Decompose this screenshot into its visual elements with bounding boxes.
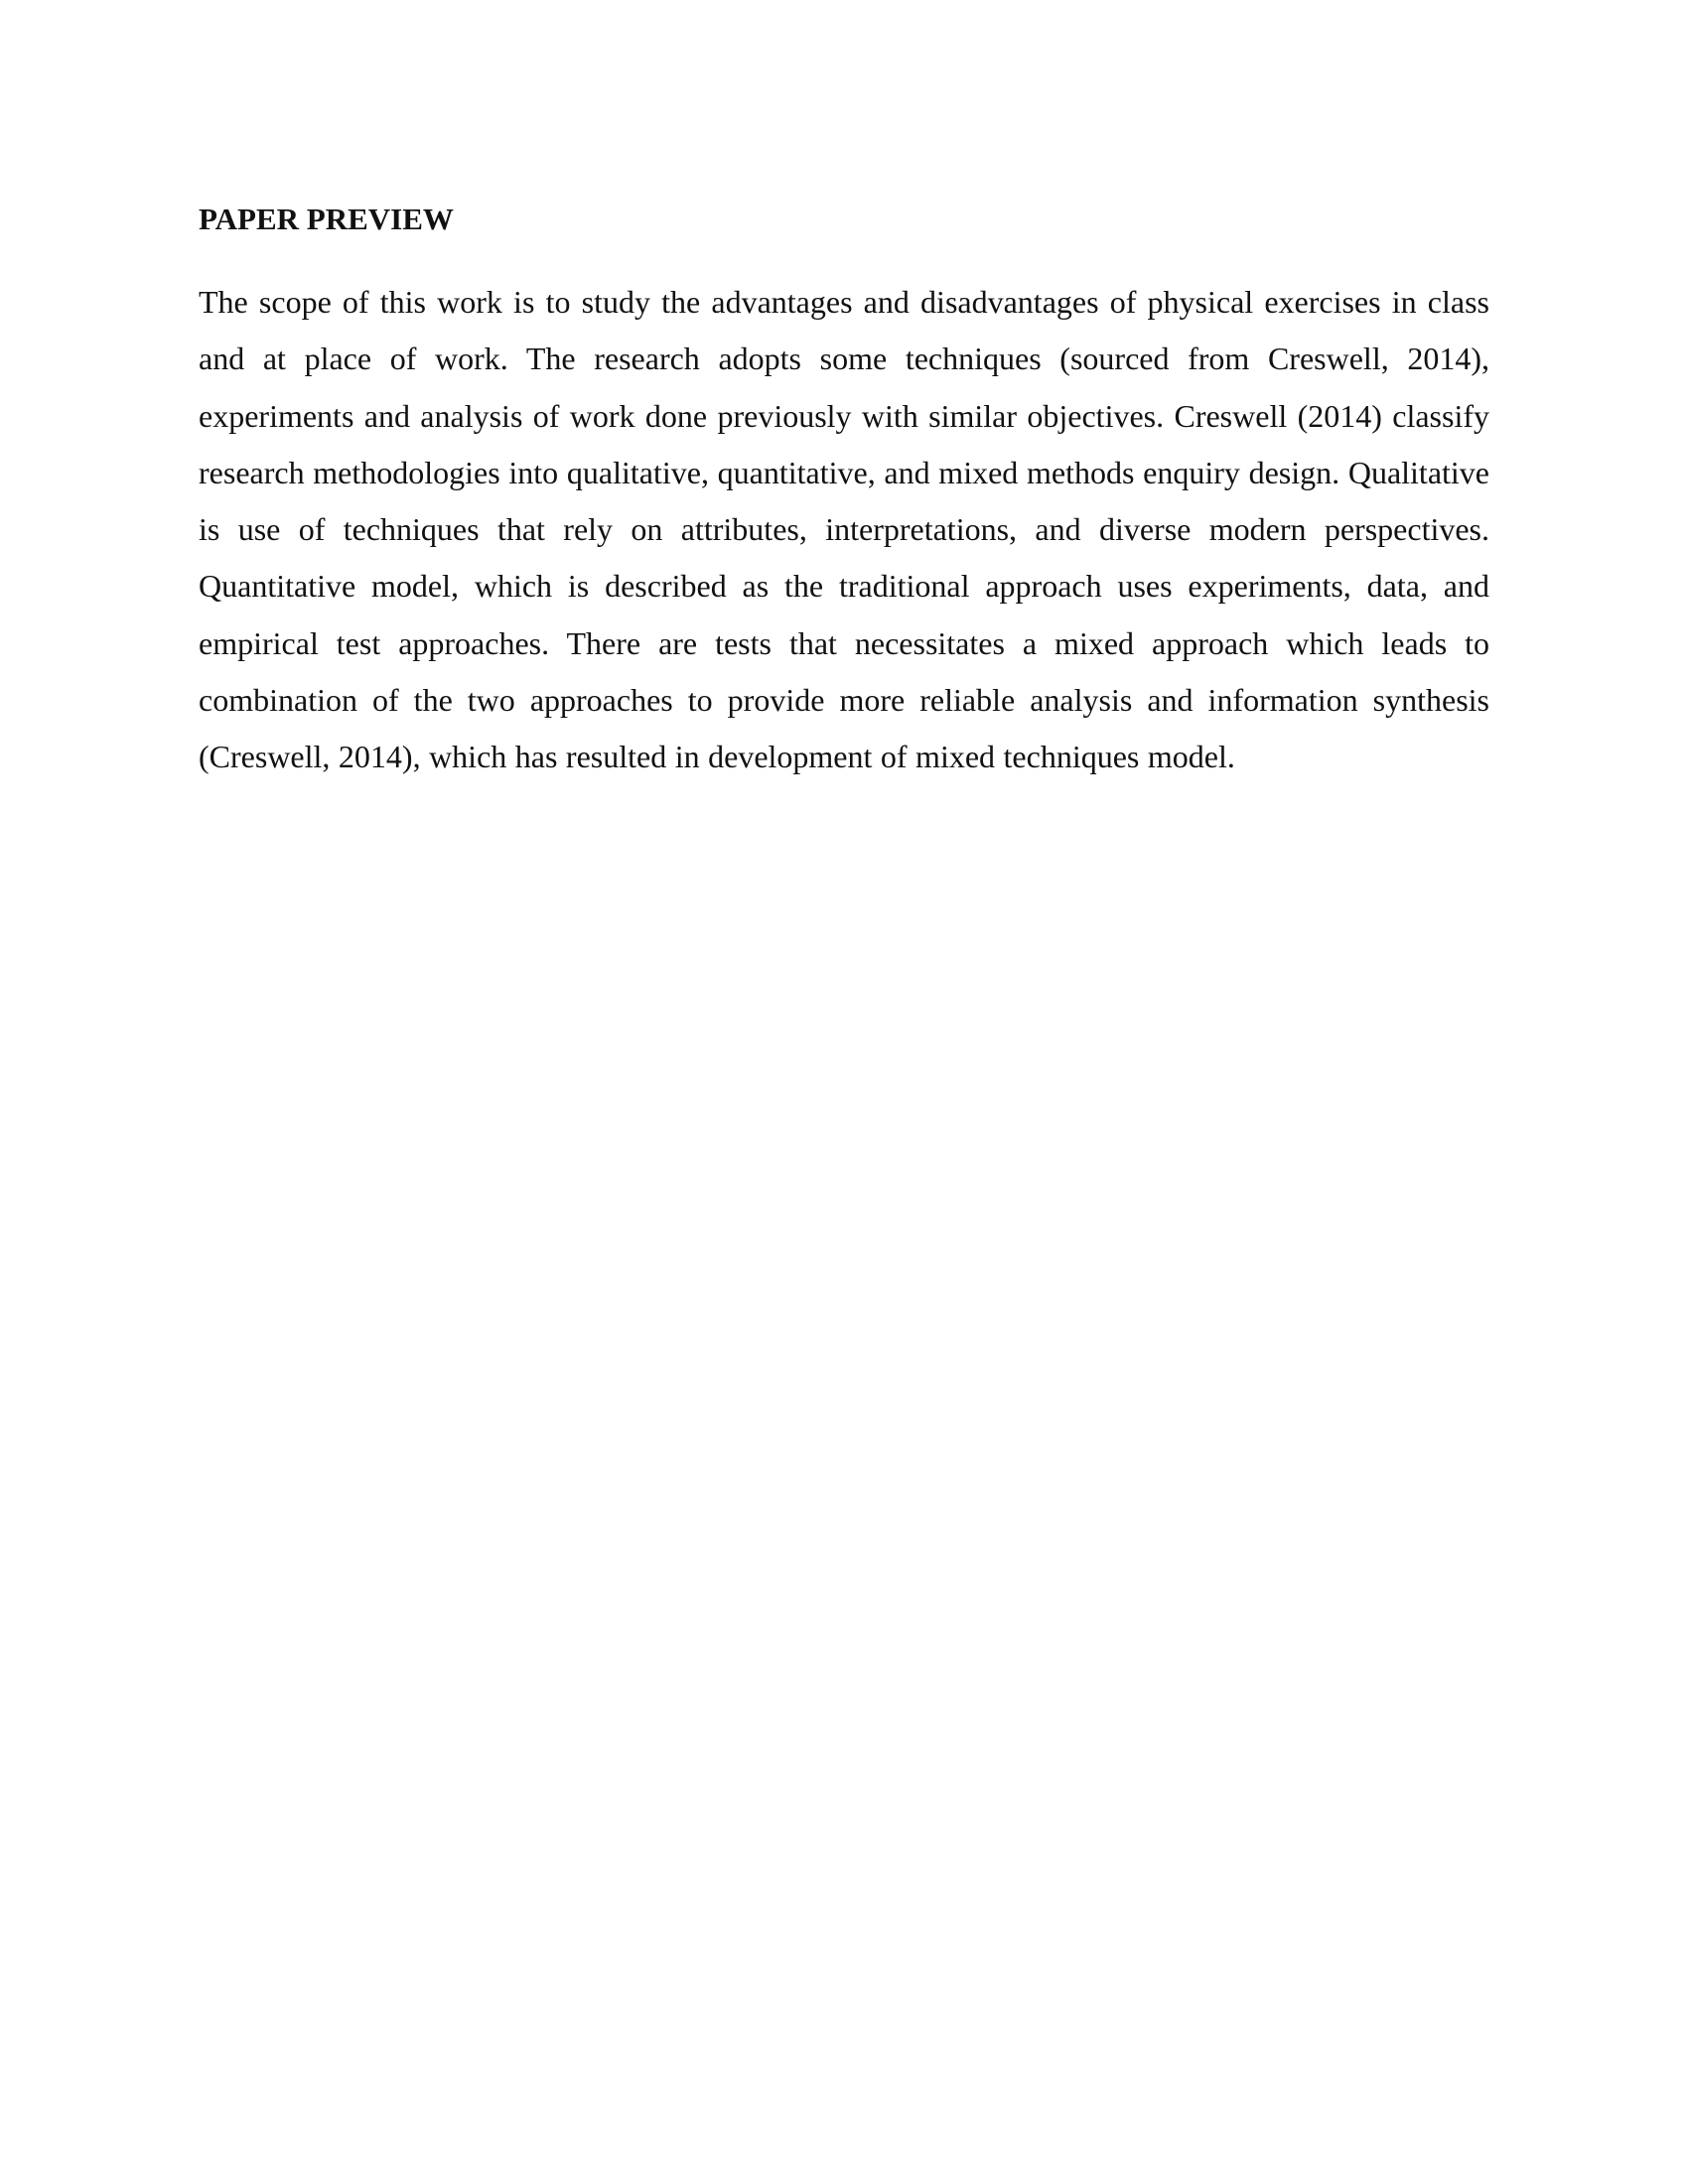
page-title: PAPER PREVIEW [199, 202, 454, 236]
document-content [199, 195, 1489, 786]
body-paragraph: The scope of this work is to study the advantages and disadvantages of physical exercises in class and at place of work. The research adopts some techniques (sourced from Creswell, 2014), experiments and analysis of work done previously with similar objectives. Creswell (2014) classify research methodologies into qualitative, quantitative, and mixed methods enquiry design. Qualitative is use of techniques that rely on attributes, interpretations, and diverse modern perspectives. Quantitative model, which is described as the traditional approach uses experiments, data, and empirical test approaches. There are tests that necessitates a mixed approach which leads to combination of the two approaches to provide more reliable analysis and information synthesis (Creswell, 2014), which has resulted in development of mixed techniques model. [199, 284, 1489, 775]
